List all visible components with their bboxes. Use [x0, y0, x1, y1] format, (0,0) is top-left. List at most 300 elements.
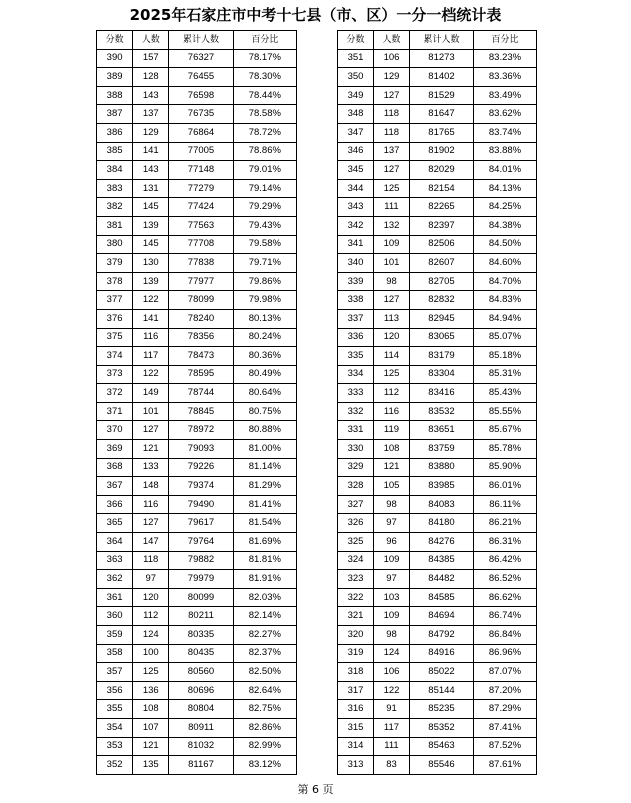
cell-percent: 83.36%	[474, 68, 537, 87]
cell-cumulative: 85352	[410, 718, 474, 737]
cell-percent: 81.14%	[233, 458, 296, 477]
cell-count: 117	[374, 718, 410, 737]
cell-percent: 79.01%	[233, 161, 296, 180]
cell-score: 316	[338, 700, 374, 719]
cell-cumulative: 78972	[169, 421, 233, 440]
cell-count: 98	[374, 272, 410, 291]
cell-percent: 78.44%	[233, 86, 296, 105]
table-row	[97, 663, 297, 682]
cell-count: 114	[374, 347, 410, 366]
table-row	[338, 477, 537, 496]
cell-cumulative: 76598	[169, 86, 233, 105]
cell-count: 118	[374, 105, 410, 124]
cell-count: 118	[133, 551, 169, 570]
cell-cumulative: 83880	[410, 458, 474, 477]
cell-score: 360	[97, 607, 133, 626]
table-row	[338, 626, 537, 645]
cell-count: 111	[374, 737, 410, 756]
table-row	[338, 291, 537, 310]
score-table-right	[337, 30, 537, 775]
cell-cumulative: 83179	[410, 347, 474, 366]
cell-score: 381	[97, 216, 133, 235]
cell-percent: 87.61%	[474, 756, 537, 775]
cell-count: 117	[133, 347, 169, 366]
cell-score: 328	[338, 477, 374, 496]
cell-count: 132	[374, 216, 410, 235]
cell-score: 364	[97, 533, 133, 552]
cell-cumulative: 85463	[410, 737, 474, 756]
table-row	[338, 737, 537, 756]
cell-cumulative: 79764	[169, 533, 233, 552]
cell-percent: 81.41%	[233, 495, 296, 514]
cell-percent: 79.98%	[233, 291, 296, 310]
cell-percent: 83.49%	[474, 86, 537, 105]
cell-score: 375	[97, 328, 133, 347]
cell-percent: 86.62%	[474, 588, 537, 607]
cell-score: 350	[338, 68, 374, 87]
cell-percent: 84.50%	[474, 235, 537, 254]
cell-cumulative: 83759	[410, 440, 474, 459]
cell-count: 96	[374, 533, 410, 552]
cell-count: 106	[374, 663, 410, 682]
cell-score: 388	[97, 86, 133, 105]
cell-cumulative: 81902	[410, 142, 474, 161]
cell-percent: 85.43%	[474, 384, 537, 403]
cell-score: 313	[338, 756, 374, 775]
cell-percent: 85.90%	[474, 458, 537, 477]
cell-score: 319	[338, 644, 374, 663]
cell-cumulative: 84276	[410, 533, 474, 552]
cell-cumulative: 80804	[169, 700, 233, 719]
cell-percent: 85.31%	[474, 365, 537, 384]
table-row	[97, 235, 297, 254]
cell-score: 345	[338, 161, 374, 180]
cell-percent: 85.78%	[474, 440, 537, 459]
cell-cumulative: 83065	[410, 328, 474, 347]
cell-count: 100	[133, 644, 169, 663]
cell-percent: 80.13%	[233, 309, 296, 328]
cell-score: 376	[97, 309, 133, 328]
cell-cumulative: 82397	[410, 216, 474, 235]
cell-percent: 86.11%	[474, 495, 537, 514]
cell-percent: 79.43%	[233, 216, 296, 235]
cell-count: 137	[133, 105, 169, 124]
cell-percent: 82.86%	[233, 718, 296, 737]
table-row	[338, 495, 537, 514]
cell-score: 323	[338, 570, 374, 589]
cell-percent: 86.01%	[474, 477, 537, 496]
table-row	[338, 161, 537, 180]
cell-score: 356	[97, 681, 133, 700]
table-row	[338, 644, 537, 663]
cell-cumulative: 77148	[169, 161, 233, 180]
cell-percent: 86.74%	[474, 607, 537, 626]
cell-score: 380	[97, 235, 133, 254]
cell-score: 333	[338, 384, 374, 403]
cell-score: 387	[97, 105, 133, 124]
cell-score: 385	[97, 142, 133, 161]
table-row	[338, 551, 537, 570]
cell-cumulative: 81032	[169, 737, 233, 756]
cell-score: 348	[338, 105, 374, 124]
cell-count: 141	[133, 142, 169, 161]
cell-count: 105	[374, 477, 410, 496]
table-row	[338, 533, 537, 552]
table-row	[97, 254, 297, 273]
cell-percent: 87.52%	[474, 737, 537, 756]
cell-cumulative: 80911	[169, 718, 233, 737]
cell-count: 106	[374, 49, 410, 68]
cell-count: 124	[133, 626, 169, 645]
table-row	[97, 309, 297, 328]
cell-cumulative: 77279	[169, 179, 233, 198]
table-row	[338, 123, 537, 142]
cell-score: 324	[338, 551, 374, 570]
cell-count: 127	[133, 514, 169, 533]
cell-percent: 84.60%	[474, 254, 537, 273]
cell-count: 109	[374, 235, 410, 254]
table-row	[97, 644, 297, 663]
cell-cumulative: 83985	[410, 477, 474, 496]
cell-score: 329	[338, 458, 374, 477]
table-row	[338, 235, 537, 254]
cell-percent: 78.30%	[233, 68, 296, 87]
table-row	[97, 551, 297, 570]
cell-score: 342	[338, 216, 374, 235]
table-row	[338, 328, 537, 347]
cell-score: 383	[97, 179, 133, 198]
cell-count: 101	[374, 254, 410, 273]
cell-percent: 86.52%	[474, 570, 537, 589]
cell-cumulative: 83304	[410, 365, 474, 384]
table-row	[338, 86, 537, 105]
cell-cumulative: 77005	[169, 142, 233, 161]
cell-count: 127	[133, 421, 169, 440]
cell-count: 98	[374, 495, 410, 514]
cell-percent: 79.71%	[233, 254, 296, 273]
cell-cumulative: 76327	[169, 49, 233, 68]
cell-score: 325	[338, 533, 374, 552]
cell-count: 83	[374, 756, 410, 775]
table-row	[97, 626, 297, 645]
table-row	[338, 681, 537, 700]
cell-cumulative: 80335	[169, 626, 233, 645]
header-count: 人数	[133, 31, 169, 50]
cell-cumulative: 85022	[410, 663, 474, 682]
cell-cumulative: 78240	[169, 309, 233, 328]
cell-cumulative: 78845	[169, 402, 233, 421]
cell-cumulative: 81529	[410, 86, 474, 105]
cell-percent: 82.27%	[233, 626, 296, 645]
cell-count: 121	[133, 440, 169, 459]
cell-score: 389	[97, 68, 133, 87]
cell-cumulative: 78595	[169, 365, 233, 384]
cell-cumulative: 79490	[169, 495, 233, 514]
cell-count: 108	[374, 440, 410, 459]
cell-percent: 86.31%	[474, 533, 537, 552]
cell-count: 97	[133, 570, 169, 589]
cell-count: 125	[374, 365, 410, 384]
cell-count: 157	[133, 49, 169, 68]
cell-score: 326	[338, 514, 374, 533]
cell-percent: 83.62%	[474, 105, 537, 124]
cell-cumulative: 77424	[169, 198, 233, 217]
table-row	[97, 421, 297, 440]
cell-count: 122	[133, 365, 169, 384]
table-row	[97, 495, 297, 514]
cell-percent: 84.38%	[474, 216, 537, 235]
table-row	[338, 272, 537, 291]
header-row	[97, 31, 297, 50]
cell-percent: 83.88%	[474, 142, 537, 161]
cell-count: 149	[133, 384, 169, 403]
table-row	[338, 49, 537, 68]
cell-percent: 80.36%	[233, 347, 296, 366]
cell-score: 314	[338, 737, 374, 756]
cell-cumulative: 83532	[410, 402, 474, 421]
table-row	[338, 68, 537, 87]
cell-count: 131	[133, 179, 169, 198]
cell-percent: 82.99%	[233, 737, 296, 756]
table-row	[338, 142, 537, 161]
cell-percent: 83.74%	[474, 123, 537, 142]
table-row	[338, 570, 537, 589]
cell-score: 330	[338, 440, 374, 459]
cell-percent: 87.20%	[474, 681, 537, 700]
cell-score: 332	[338, 402, 374, 421]
cell-percent: 81.00%	[233, 440, 296, 459]
cell-cumulative: 81647	[410, 105, 474, 124]
table-row	[97, 68, 297, 87]
cell-percent: 79.58%	[233, 235, 296, 254]
cell-count: 139	[133, 216, 169, 235]
cell-count: 143	[133, 161, 169, 180]
cell-cumulative: 76864	[169, 123, 233, 142]
cell-count: 120	[133, 588, 169, 607]
header-percent: 百分比	[233, 31, 296, 50]
cell-count: 122	[133, 291, 169, 310]
cell-score: 355	[97, 700, 133, 719]
cell-score: 331	[338, 421, 374, 440]
cell-percent: 85.18%	[474, 347, 537, 366]
cell-cumulative: 80435	[169, 644, 233, 663]
cell-cumulative: 84083	[410, 495, 474, 514]
cell-score: 336	[338, 328, 374, 347]
cell-score: 340	[338, 254, 374, 273]
cell-percent: 80.24%	[233, 328, 296, 347]
table-row	[97, 681, 297, 700]
cell-cumulative: 85144	[410, 681, 474, 700]
cell-score: 344	[338, 179, 374, 198]
cell-count: 98	[374, 626, 410, 645]
cell-cumulative: 80211	[169, 607, 233, 626]
cell-cumulative: 76735	[169, 105, 233, 124]
cell-cumulative: 81765	[410, 123, 474, 142]
cell-score: 349	[338, 86, 374, 105]
header-score: 分数	[338, 31, 374, 50]
table-row	[338, 347, 537, 366]
cell-percent: 84.13%	[474, 179, 537, 198]
table-row	[338, 607, 537, 626]
cell-count: 113	[374, 309, 410, 328]
table-row	[338, 514, 537, 533]
cell-count: 125	[374, 179, 410, 198]
cell-count: 107	[133, 718, 169, 737]
cell-cumulative: 84180	[410, 514, 474, 533]
cell-percent: 86.96%	[474, 644, 537, 663]
cell-score: 358	[97, 644, 133, 663]
cell-percent: 84.94%	[474, 309, 537, 328]
cell-score: 378	[97, 272, 133, 291]
cell-cumulative: 82506	[410, 235, 474, 254]
cell-score: 335	[338, 347, 374, 366]
cell-count: 109	[374, 551, 410, 570]
cell-count: 145	[133, 235, 169, 254]
table-row	[97, 347, 297, 366]
cell-cumulative: 77708	[169, 235, 233, 254]
table-row	[338, 421, 537, 440]
cell-percent: 80.88%	[233, 421, 296, 440]
cell-count: 137	[374, 142, 410, 161]
cell-percent: 85.55%	[474, 402, 537, 421]
table-row	[338, 718, 537, 737]
cell-cumulative: 81167	[169, 756, 233, 775]
table-row	[97, 718, 297, 737]
cell-cumulative: 79882	[169, 551, 233, 570]
cell-score: 317	[338, 681, 374, 700]
page-title: 2025年石家庄市中考十七县（市、区）一分一档统计表	[129, 6, 502, 24]
cell-percent: 85.67%	[474, 421, 537, 440]
cell-score: 321	[338, 607, 374, 626]
cell-percent: 87.29%	[474, 700, 537, 719]
cell-cumulative: 76455	[169, 68, 233, 87]
cell-score: 373	[97, 365, 133, 384]
cell-cumulative: 77977	[169, 272, 233, 291]
cell-score: 327	[338, 495, 374, 514]
cell-count: 108	[133, 700, 169, 719]
cell-score: 366	[97, 495, 133, 514]
cell-percent: 84.70%	[474, 272, 537, 291]
cell-percent: 85.07%	[474, 328, 537, 347]
table-row	[97, 142, 297, 161]
cell-cumulative: 83651	[410, 421, 474, 440]
cell-count: 141	[133, 309, 169, 328]
cell-percent: 81.81%	[233, 551, 296, 570]
cell-count: 111	[374, 198, 410, 217]
cell-score: 315	[338, 718, 374, 737]
cell-score: 343	[338, 198, 374, 217]
cell-percent: 82.37%	[233, 644, 296, 663]
table-row	[338, 402, 537, 421]
cell-cumulative: 79979	[169, 570, 233, 589]
header-cumulative: 累计人数	[169, 31, 233, 50]
cell-cumulative: 82029	[410, 161, 474, 180]
header-row	[338, 31, 537, 50]
cell-cumulative: 82705	[410, 272, 474, 291]
cell-percent: 79.14%	[233, 179, 296, 198]
cell-percent: 82.64%	[233, 681, 296, 700]
cell-cumulative: 84385	[410, 551, 474, 570]
table-row	[97, 179, 297, 198]
cell-percent: 86.84%	[474, 626, 537, 645]
cell-score: 352	[97, 756, 133, 775]
table-row	[338, 663, 537, 682]
cell-percent: 80.64%	[233, 384, 296, 403]
cell-count: 91	[374, 700, 410, 719]
cell-percent: 83.23%	[474, 49, 537, 68]
cell-percent: 82.03%	[233, 588, 296, 607]
cell-score: 371	[97, 402, 133, 421]
table-row	[97, 49, 297, 68]
cell-percent: 79.86%	[233, 272, 296, 291]
cell-cumulative: 78099	[169, 291, 233, 310]
cell-score: 320	[338, 626, 374, 645]
cell-count: 125	[133, 663, 169, 682]
cell-percent: 86.42%	[474, 551, 537, 570]
table-row	[338, 384, 537, 403]
table-row	[338, 179, 537, 198]
cell-count: 112	[133, 607, 169, 626]
cell-score: 346	[338, 142, 374, 161]
cell-count: 136	[133, 681, 169, 700]
cell-score: 354	[97, 718, 133, 737]
table-row	[97, 756, 297, 775]
cell-cumulative: 84482	[410, 570, 474, 589]
cell-count: 139	[133, 272, 169, 291]
cell-count: 127	[374, 161, 410, 180]
table-row	[97, 198, 297, 217]
cell-percent: 78.72%	[233, 123, 296, 142]
cell-cumulative: 84585	[410, 588, 474, 607]
cell-score: 361	[97, 588, 133, 607]
score-table-left	[96, 30, 297, 775]
cell-score: 362	[97, 570, 133, 589]
cell-cumulative: 82154	[410, 179, 474, 198]
cell-count: 109	[374, 607, 410, 626]
cell-count: 116	[133, 328, 169, 347]
cell-score: 374	[97, 347, 133, 366]
cell-score: 384	[97, 161, 133, 180]
cell-cumulative: 82265	[410, 198, 474, 217]
cell-cumulative: 78473	[169, 347, 233, 366]
cell-count: 128	[133, 68, 169, 87]
cell-count: 143	[133, 86, 169, 105]
cell-cumulative: 79374	[169, 477, 233, 496]
table-row	[97, 365, 297, 384]
cell-score: 382	[97, 198, 133, 217]
cell-count: 116	[374, 402, 410, 421]
cell-cumulative: 79617	[169, 514, 233, 533]
cell-cumulative: 84916	[410, 644, 474, 663]
cell-count: 129	[374, 68, 410, 87]
table-row	[97, 570, 297, 589]
cell-percent: 82.14%	[233, 607, 296, 626]
cell-score: 341	[338, 235, 374, 254]
table-row	[97, 607, 297, 626]
cell-count: 121	[133, 737, 169, 756]
cell-cumulative: 83416	[410, 384, 474, 403]
table-row	[338, 756, 537, 775]
cell-count: 133	[133, 458, 169, 477]
cell-cumulative: 85546	[410, 756, 474, 775]
table-row	[338, 365, 537, 384]
cell-percent: 82.50%	[233, 663, 296, 682]
cell-cumulative: 82945	[410, 309, 474, 328]
table-row	[97, 272, 297, 291]
table-row	[97, 402, 297, 421]
cell-count: 121	[374, 458, 410, 477]
table-row	[338, 216, 537, 235]
